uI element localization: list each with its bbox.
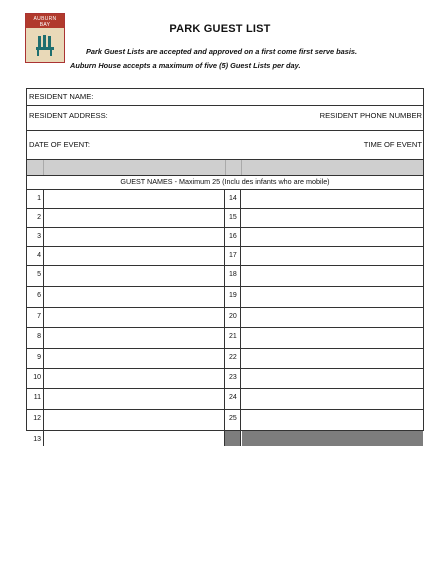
guest-number-left: 5 (27, 266, 44, 286)
guest-name-field-left[interactable] (44, 266, 225, 286)
guest-number-right: 23 (225, 369, 241, 388)
guest-name-field-left[interactable] (44, 247, 225, 265)
table-row (27, 349, 423, 369)
guest-name-field-left[interactable] (44, 369, 225, 388)
date-time-row[interactable] (27, 130, 423, 159)
table-row (27, 369, 423, 389)
guest-number-left: 7 (27, 308, 44, 327)
guest-number-right: 14 (225, 190, 241, 208)
table-row (27, 247, 423, 266)
resident-address-row[interactable] (27, 105, 423, 130)
table-row (27, 209, 423, 228)
guest-name-field-right[interactable] (242, 369, 423, 388)
guest-number-right: 21 (225, 328, 241, 348)
guest-name-field-right[interactable] (242, 410, 423, 430)
guest-number-left: 4 (27, 247, 44, 265)
guest-name-field-left[interactable] (44, 389, 225, 409)
guest-name-field-left[interactable] (44, 287, 225, 307)
auburn-bay-logo (25, 13, 65, 63)
logo-text-line1: AUBURN (33, 16, 57, 22)
guest-name-field-right[interactable] (242, 349, 423, 368)
guest-name-field-right[interactable] (242, 389, 423, 409)
guest-number-left: 11 (27, 389, 44, 409)
guest-number-left: 6 (27, 287, 44, 307)
guest-number-left: 1 (27, 190, 44, 208)
guest-name-field-left[interactable] (44, 209, 225, 227)
guest-names-header: GUEST NAMES - Maximum 25 (Inclu des infants who are mobile) (27, 173, 423, 190)
guest-number-right: 19 (225, 287, 241, 307)
guest-number-right: 16 (225, 228, 241, 246)
table-row (27, 328, 423, 349)
guest-name-field-right[interactable] (242, 209, 423, 227)
guest-number-right: 24 (225, 389, 241, 409)
guest-number-right: 25 (225, 410, 241, 430)
guest-number-right: 18 (225, 266, 241, 286)
guest-number-left: 3 (27, 228, 44, 246)
guest-number-right (225, 431, 241, 446)
guest-name-field-left[interactable] (44, 308, 225, 327)
guest-name-field-left[interactable] (44, 328, 225, 348)
guest-names-table (26, 173, 424, 443)
time-of-event-label: TIME OF EVENT (363, 140, 422, 149)
table-row (27, 410, 423, 431)
resident-info-form (26, 88, 424, 176)
guest-number-left: 12 (27, 410, 44, 430)
resident-name-row[interactable] (27, 88, 423, 105)
guest-name-field-right[interactable] (242, 328, 423, 348)
guest-number-right: 20 (225, 308, 241, 327)
table-row (27, 190, 423, 209)
logo-text-line2: BAY (39, 22, 51, 28)
guest-name-field-left[interactable] (44, 190, 225, 208)
table-row (27, 308, 423, 328)
resident-name-label: RESIDENT NAME: (29, 92, 94, 101)
table-row (27, 287, 423, 308)
chair-icon (35, 34, 55, 56)
guest-number-left: 9 (27, 349, 44, 368)
guest-name-field-left[interactable] (44, 410, 225, 430)
guest-name-field-right[interactable] (242, 228, 423, 246)
guest-number-right: 15 (225, 209, 241, 227)
guest-name-field-right[interactable] (242, 308, 423, 327)
guest-number-left: 8 (27, 328, 44, 348)
table-row (27, 431, 423, 446)
table-row (27, 228, 423, 247)
policy-line-1: Park Guest Lists are accepted and approved on a first come first serve basis. (86, 47, 358, 56)
policy-line-2: Auburn House accepts a maximum of five (5) Guest Lists per day. (70, 61, 301, 70)
guest-name-field-right[interactable] (242, 287, 423, 307)
page-title: PARK GUEST LIST (169, 23, 271, 35)
guest-name-field-right[interactable] (242, 190, 423, 208)
guest-number-right: 17 (225, 247, 241, 265)
resident-address-label: RESIDENT ADDRESS: (29, 111, 108, 120)
resident-phone-label: RESIDENT PHONE NUMBER (319, 111, 422, 120)
guest-name-field-right (242, 431, 423, 446)
guest-number-right: 22 (225, 349, 241, 368)
guest-number-left: 10 (27, 369, 44, 388)
guest-number-left: 2 (27, 209, 44, 227)
guest-name-field-right[interactable] (242, 247, 423, 265)
guest-name-field-right[interactable] (242, 266, 423, 286)
date-of-event-label: DATE OF EVENT: (29, 140, 91, 149)
guest-name-field-left[interactable] (44, 431, 225, 446)
guest-name-field-left[interactable] (44, 349, 225, 368)
guest-number-left: 13 (27, 431, 44, 446)
guest-name-field-left[interactable] (44, 228, 225, 246)
table-row (27, 266, 423, 287)
table-row (27, 389, 423, 410)
